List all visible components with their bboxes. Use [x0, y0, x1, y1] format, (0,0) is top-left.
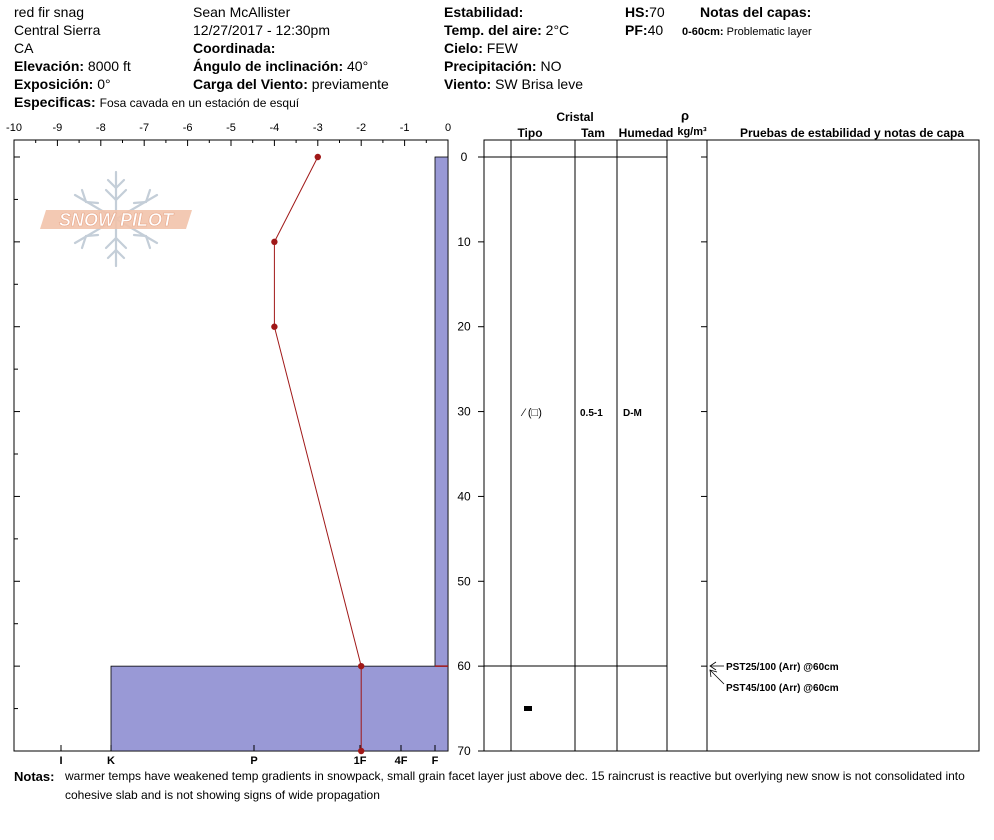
- header-rho: ρ: [680, 108, 690, 123]
- header-humidity: Humedad: [618, 126, 674, 140]
- wind-label: Viento:: [444, 76, 492, 92]
- layer-size: 0.5-1: [580, 408, 603, 419]
- wind-load-value: previamente: [311, 76, 389, 92]
- temperature-line: [274, 157, 361, 751]
- datetime: 12/27/2017 - 12:30pm: [193, 22, 330, 38]
- specifics-value: Fosa cavada en un estación de esquí: [99, 96, 300, 110]
- depth-tick-label: 0: [460, 150, 468, 164]
- range: Central Sierra: [14, 22, 101, 38]
- hs-label: HS:: [625, 4, 650, 20]
- hardness-tick-label: K: [107, 755, 115, 767]
- temp-tick-label: -2: [356, 122, 367, 134]
- layer-type-symbol: ⁄ (□): [523, 407, 542, 419]
- temp-tick-label: -9: [52, 122, 63, 134]
- wind-load-label: Carga del Viento:: [193, 76, 308, 92]
- layer-notes-label: Notas del capas:: [700, 4, 812, 20]
- temperature-point: [358, 748, 364, 754]
- hardness-tick-label: F: [431, 755, 439, 767]
- depth-tick-label: 40: [457, 489, 471, 504]
- temp-tick-label: -1: [399, 122, 410, 134]
- layer-marker: [524, 706, 532, 711]
- pf-label: PF:: [625, 22, 648, 38]
- location: red fir snag: [14, 4, 85, 20]
- air-temp-label: Temp. del aire:: [444, 22, 542, 38]
- pf-value: 40: [647, 22, 664, 38]
- precip-value: NO: [540, 58, 562, 74]
- hardness-bar: [111, 666, 448, 751]
- observer: Sean McAllister: [193, 4, 291, 20]
- coord-label: Coordinada:: [193, 40, 276, 56]
- depth-tick-label: 70: [457, 744, 471, 758]
- layer-table: [484, 140, 979, 751]
- logo-text: SNOW PILOT: [59, 210, 173, 230]
- layer-note-range: 0-60cm:: [682, 26, 724, 38]
- depth-tick-label: 60: [457, 659, 471, 674]
- hs-value: 70: [649, 4, 665, 20]
- temp-tick-label: -6: [182, 122, 193, 134]
- temp-tick-label: -10: [6, 122, 22, 134]
- stability-label: Estabilidad:: [444, 4, 524, 20]
- header-density-unit: kg/m³: [677, 126, 707, 138]
- hardness-tick-label: 1F: [353, 755, 367, 767]
- exposure-label: Exposición:: [14, 76, 94, 92]
- sky-label: Cielo:: [444, 40, 483, 56]
- temp-tick-label: -4: [269, 122, 280, 134]
- hardness-tick-label: P: [250, 755, 258, 767]
- incline-label: Ángulo de inclinación:: [193, 58, 344, 74]
- incline-value: 40°: [347, 58, 369, 74]
- notes-label: Notas:: [14, 769, 55, 784]
- precip-label: Precipitación:: [444, 58, 537, 74]
- test-pointers: [710, 662, 724, 684]
- hardness-bar: [435, 157, 448, 666]
- notes-text: warmer temps have weakened temp gradients in snowpack, small grain facet layer just above dec. 15 raincrust is reactive but overlying new snow is not consolidated into cohesive slab and is not showing signs of wide propagation: [65, 769, 965, 802]
- header-crystal: Cristal: [556, 110, 594, 124]
- stability-test: PST45/100 (Arr) @60cm: [726, 683, 839, 694]
- temp-tick-label: 0: [444, 122, 452, 134]
- temp-tick-label: -5: [226, 122, 236, 134]
- hardness-tick-label: 4F: [394, 755, 408, 767]
- wind-value: SW Brisa leve: [495, 76, 584, 92]
- depth-tick-label: 10: [457, 234, 471, 249]
- hardness-tick-label: I: [59, 755, 63, 767]
- temp-tick-label: -3: [312, 122, 323, 134]
- header-size: Tam: [581, 126, 605, 140]
- table-frame: [484, 140, 979, 751]
- state: CA: [14, 40, 34, 56]
- sky-value: FEW: [486, 40, 518, 56]
- air-temp-value: 2°C: [545, 22, 570, 38]
- temperature-point: [315, 154, 321, 160]
- depth-tick-label: 20: [457, 319, 471, 334]
- specifics-label: Especificas:: [14, 94, 96, 110]
- exposure-value: 0°: [97, 76, 111, 92]
- depth-tick-label: 30: [457, 404, 471, 419]
- temp-tick-label: -7: [139, 122, 150, 134]
- temperature-point: [271, 324, 277, 330]
- elevation-value: 8000 ft: [87, 58, 131, 74]
- temp-tick-label: -8: [95, 122, 106, 134]
- chart-frame: [14, 140, 448, 751]
- temperature-point: [358, 663, 364, 669]
- temperature-point: [271, 239, 277, 245]
- layer-note-text: Problematic layer: [726, 26, 812, 38]
- snowpilot-logo: [40, 172, 192, 266]
- header-tests: Pruebas de estabilidad y notas de capa: [739, 126, 965, 140]
- stability-test: PST25/100 (Arr) @60cm: [726, 662, 839, 673]
- elevation-label: Elevación:: [14, 58, 85, 74]
- layer-humidity: D-M: [623, 408, 642, 419]
- depth-tick-label: 50: [457, 574, 471, 589]
- header-type: Tipo: [517, 126, 543, 140]
